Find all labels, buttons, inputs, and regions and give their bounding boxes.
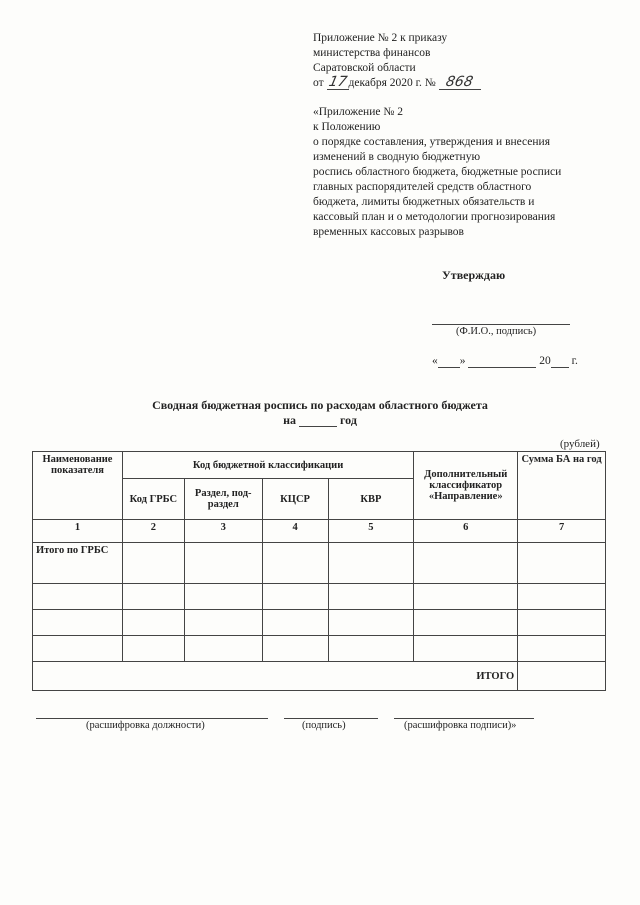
col-num: 7 — [518, 520, 606, 543]
approval-date — [432, 354, 578, 369]
table-cell[interactable] — [414, 584, 518, 610]
table-cell[interactable] — [518, 610, 606, 636]
appendix-line: к Положению — [313, 121, 381, 133]
header-grbs: Код ГРБС — [122, 479, 184, 520]
col-num: 6 — [414, 520, 518, 543]
itogo-label: ИТОГО — [33, 662, 518, 691]
appendix-line: кассовый план и о методологии прогнозирования — [313, 211, 556, 223]
approval-title: Утверждаю — [442, 268, 506, 282]
table-cell[interactable] — [184, 610, 262, 636]
budget-table — [32, 451, 606, 691]
appendix-line: о порядке составления, утверждения и внесения — [313, 136, 551, 148]
decode-caption: (расшифровка подписи)» — [404, 720, 517, 731]
subtitle-prefix: на — [283, 413, 297, 427]
header-classification-group: Код бюджетной классификации — [122, 452, 413, 479]
column-number-row — [33, 520, 606, 543]
unit-label: (рублей) — [560, 438, 600, 450]
header-row-1 — [33, 452, 606, 479]
total-grbs-row — [33, 543, 606, 584]
table-cell[interactable] — [33, 584, 123, 610]
date-quote-close: » — [459, 355, 466, 367]
table-cell[interactable] — [414, 610, 518, 636]
order-line-1: Приложение № 2 к приказу — [313, 32, 448, 44]
table-cell[interactable] — [184, 636, 262, 662]
table-cell[interactable] — [518, 636, 606, 662]
header-kvr: КВР — [328, 479, 414, 520]
header-razdel: Раздел, под-раздел — [184, 479, 262, 520]
table-cell[interactable] — [122, 543, 184, 584]
order-day-handwritten: 17 — [326, 74, 349, 90]
sign-caption: (подпись) — [302, 720, 346, 731]
table-cell[interactable] — [262, 543, 328, 584]
total-grbs-label: Итого по ГРБС — [33, 543, 123, 584]
table-cell[interactable] — [262, 636, 328, 662]
date-year-prefix: 20 — [539, 355, 551, 367]
table-cell[interactable] — [122, 636, 184, 662]
table-row — [33, 610, 606, 636]
table-cell[interactable] — [122, 584, 184, 610]
order-date-prefix: от — [313, 77, 324, 89]
document-title: Сводная бюджетная роспись по расходам областного бюджета — [152, 398, 488, 412]
table-cell[interactable] — [184, 584, 262, 610]
order-line-4 — [313, 76, 481, 91]
year-field — [299, 414, 337, 427]
date-quote-open: « — [432, 355, 438, 367]
itogo-value-cell[interactable] — [518, 662, 606, 691]
appendix-line: временных кассовых разрывов — [313, 226, 464, 238]
table-row — [33, 584, 606, 610]
col-num: 2 — [122, 520, 184, 543]
header-kcsr: КЦСР — [262, 479, 328, 520]
table-cell[interactable] — [262, 584, 328, 610]
order-reference — [313, 31, 481, 91]
table-cell[interactable] — [518, 584, 606, 610]
appendix-line: роспись областного бюджета, бюджетные росписи — [313, 166, 562, 178]
table-row — [33, 636, 606, 662]
appendix-line: бюджета, лимиты бюджетных обязательств и — [313, 196, 535, 208]
appendix-line: «Приложение № 2 — [313, 106, 403, 118]
table-cell[interactable] — [122, 610, 184, 636]
order-number-handwritten: 868 — [444, 74, 475, 90]
order-number-field — [439, 76, 481, 90]
date-year-field — [551, 355, 569, 368]
date-month-field — [468, 355, 536, 368]
header-sum: Сумма БА на год — [518, 452, 606, 520]
table-cell[interactable] — [328, 584, 414, 610]
subtitle-suffix: год — [340, 413, 357, 427]
col-num: 5 — [328, 520, 414, 543]
document-subtitle — [40, 413, 600, 428]
table-cell[interactable] — [328, 636, 414, 662]
date-day-field — [438, 355, 460, 368]
appendix-line: главных распорядителей средств областного — [313, 181, 532, 193]
approval-fio-caption: (Ф.И.О., подпись) — [456, 326, 537, 337]
appendix-reference — [313, 105, 561, 240]
col-num: 1 — [33, 520, 123, 543]
table-cell[interactable] — [414, 543, 518, 584]
table-cell[interactable] — [33, 636, 123, 662]
col-num: 3 — [184, 520, 262, 543]
table-cell[interactable] — [414, 636, 518, 662]
table-cell[interactable] — [262, 610, 328, 636]
header-name: Наименование показателя — [33, 452, 123, 520]
date-suffix: г. — [571, 355, 578, 367]
sign-signature-line — [284, 718, 378, 719]
decode-signature-line — [394, 718, 534, 719]
position-signature-line — [36, 718, 268, 719]
table-cell[interactable] — [33, 610, 123, 636]
order-date-middle: декабря 2020 г. № — [348, 77, 436, 89]
table-cell[interactable] — [184, 543, 262, 584]
order-day-field — [327, 76, 349, 90]
appendix-line: изменений в сводную бюджетную — [313, 151, 481, 163]
order-line-3: Саратовской области — [313, 62, 416, 74]
itogo-row — [33, 662, 606, 691]
order-line-2: министерства финансов — [313, 47, 431, 59]
table-cell[interactable] — [328, 543, 414, 584]
table-cell[interactable] — [518, 543, 606, 584]
table-cell[interactable] — [328, 610, 414, 636]
col-num: 4 — [262, 520, 328, 543]
header-extra-classifier: Дополнительный классификатор «Направление» — [414, 452, 518, 520]
approval-signature-line — [432, 324, 570, 325]
position-caption: (расшифровка должности) — [86, 720, 205, 731]
